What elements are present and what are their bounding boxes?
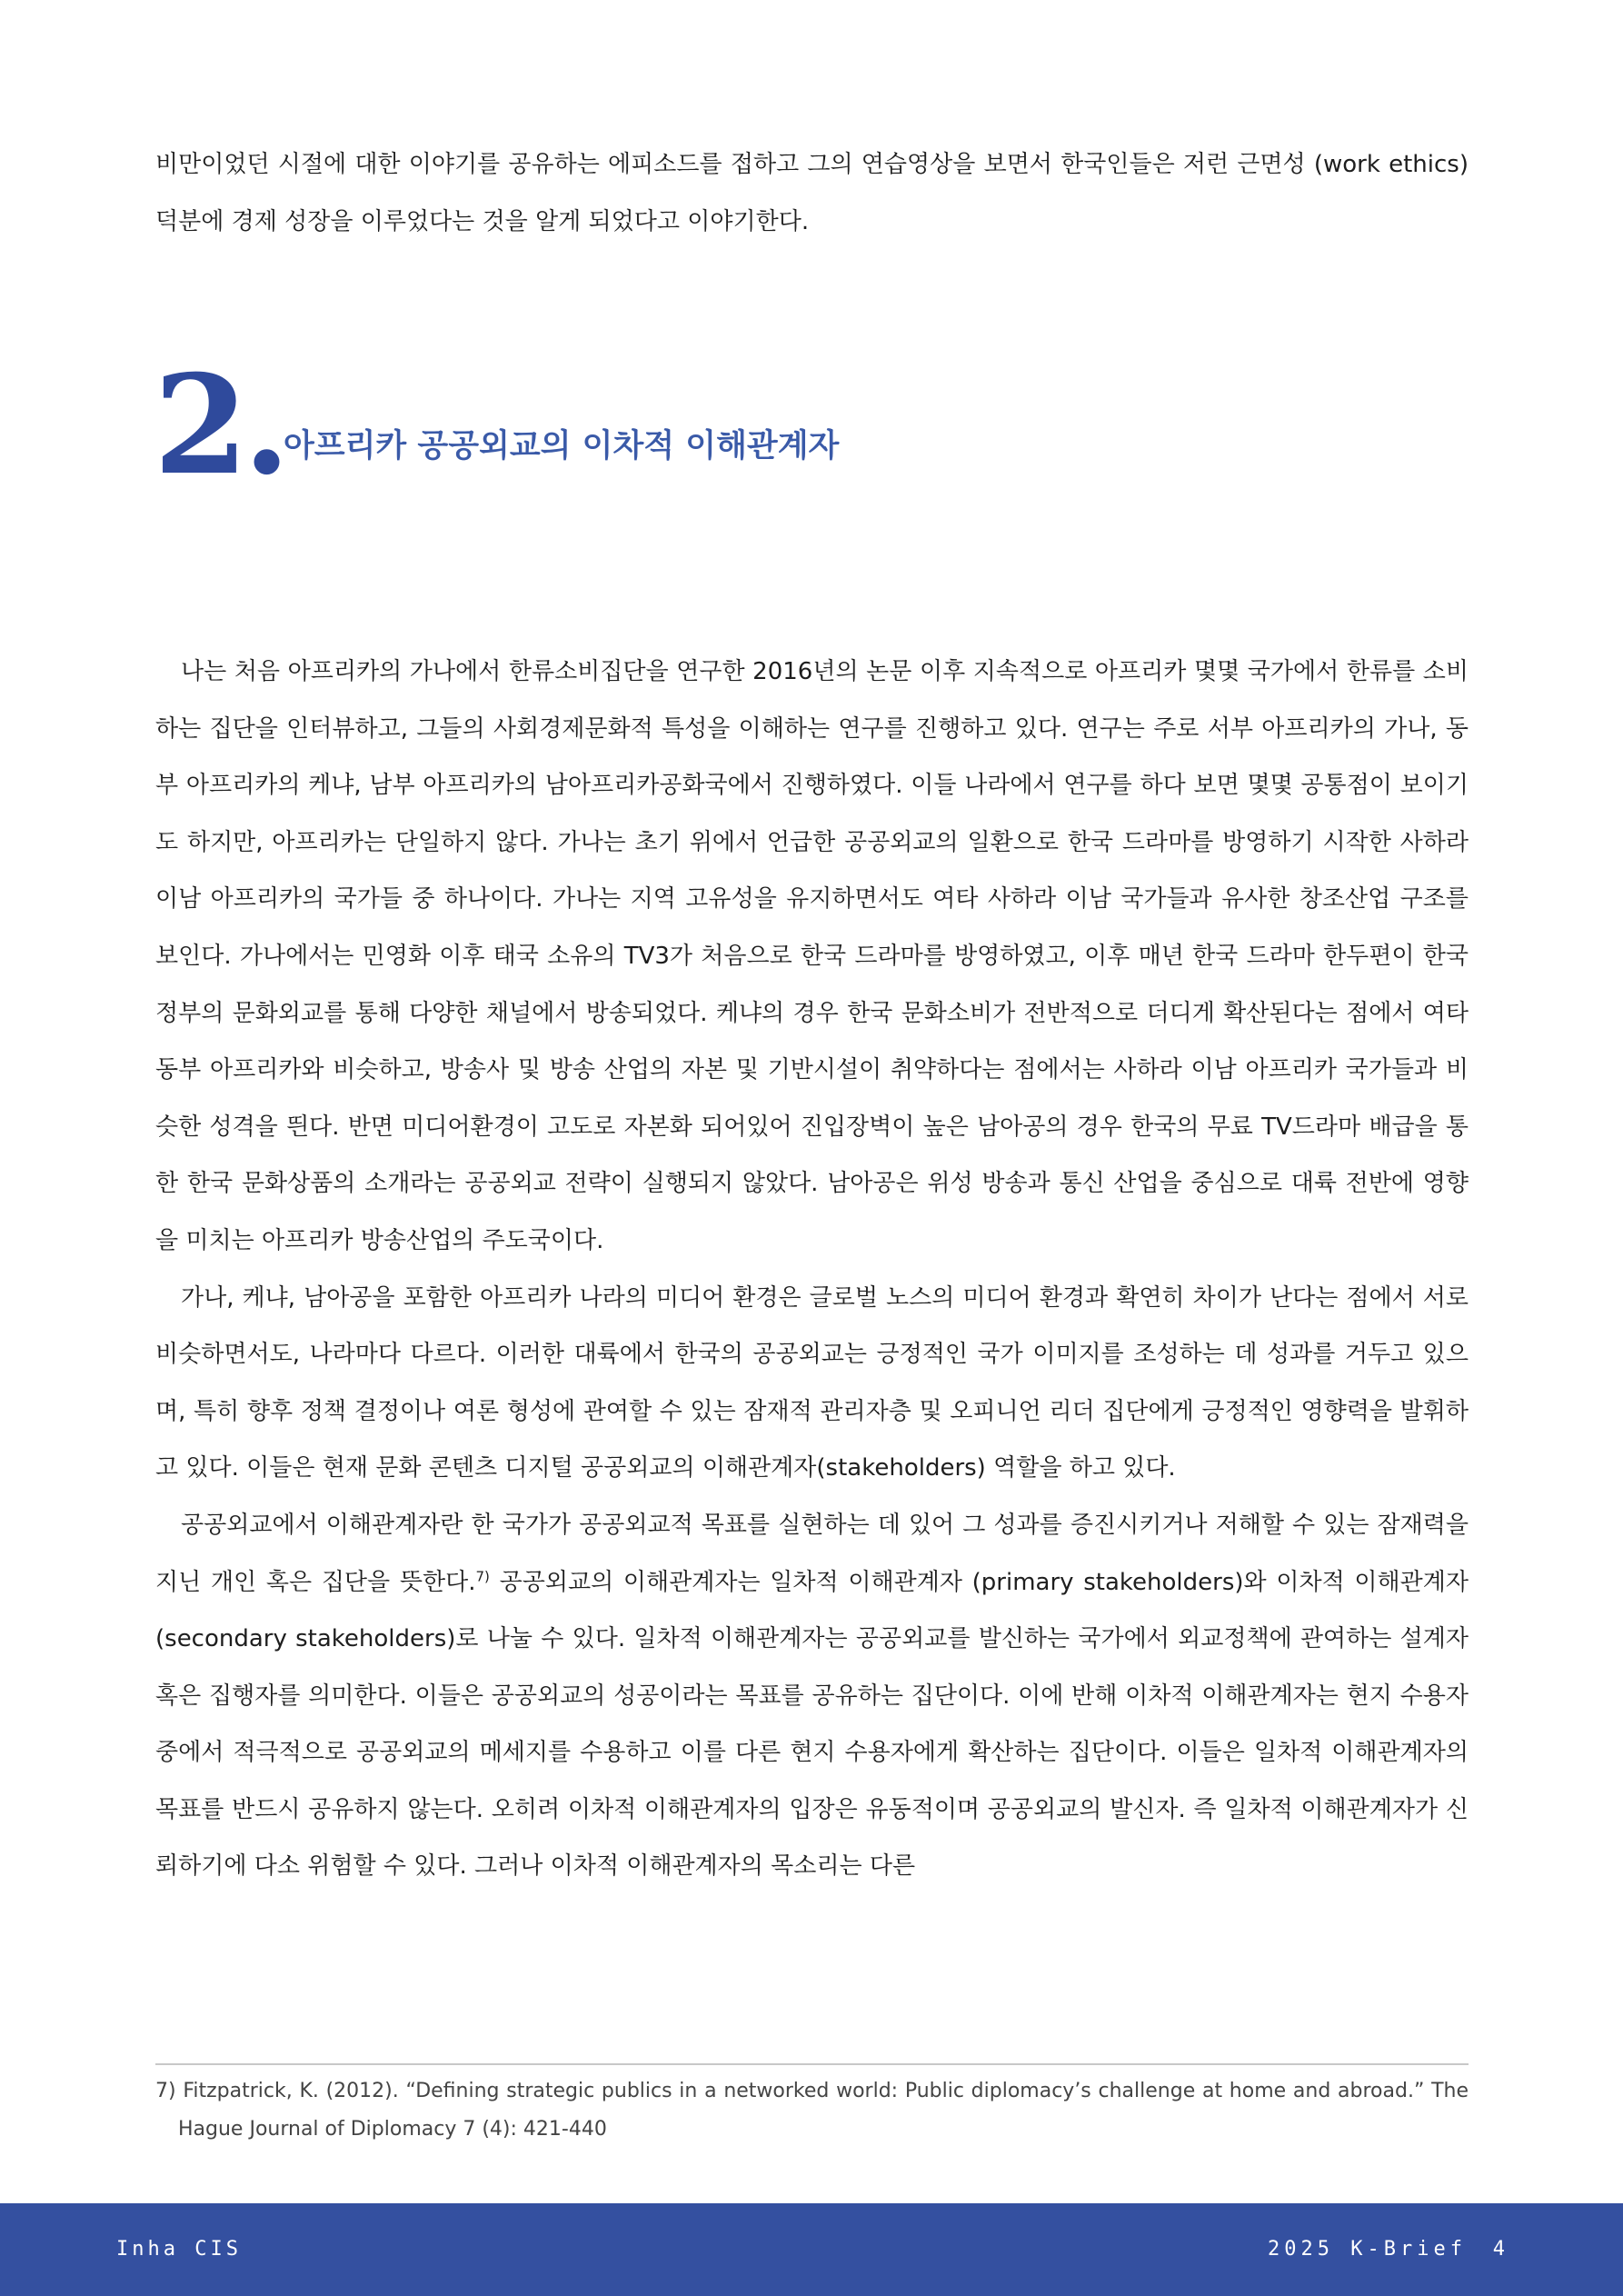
page-number: 4 [1492, 2238, 1505, 2261]
footer-series: 2025 K-Brief [1268, 2238, 1467, 2261]
section-number: 2. [154, 345, 285, 505]
body-paragraph-2: 가나, 케냐, 남아공을 포함한 아프리카 나라의 미디어 환경은 글로벌 노스의 미디어 환경과 확연히 차이가 난다는 점에서 서로 비슷하면서도, 나라마다 다르다. 이러한 대륙에서 한국의 공공외교는 긍정적인 국가 이미지를 조성하는 데 성과를 거두고 있으며, 특히 향후 정책 결정이나 여론 형성에 관여할 수 있는 잠재적 관리자층 및 오피니언 리더 집단에게 긍정적인 영향력을 발휘하고 있다. 이들은 현재 문화 콘텐츠 디지털 공공외교의 이해관계자(stakeholders) 역할을 하고 있다. [155, 1283, 1469, 1482]
footer-publisher: Inha CIS [116, 2238, 242, 2261]
footnote [155, 2072, 1469, 2149]
footnote-divider [155, 2063, 1469, 2065]
footnote-reference[interactable]: 7) [475, 1567, 490, 1584]
body-text [155, 644, 1469, 1895]
intro-paragraph: 비만이었던 시절에 대한 이야기를 공유하는 에피소드를 접하고 그의 연습영상을 보면서 한국인들은 저런 근면성 (work ethics) 덕분에 경제 성장을 이루었다는 것을 알게 되었다고 이야기한다. [155, 151, 1469, 235]
body-paragraph-1: 나는 처음 아프리카의 가나에서 한류소비집단을 연구한 2016년의 논문 이후 지속적으로 아프리카 몇몇 국가에서 한류를 소비하는 집단을 인터뷰하고, 그들의 사회경제문화적 특성을 이해하는 연구를 진행하고 있다. 연구는 주로 서부 아프리카의 가나, 동부 아프리카의 케냐, 남부 아프리카의 남아프리카공화국에서 진행하였다. 이들 나라에서 연구를 하다 보면 몇몇 공통점이 보이기도 하지만, 아프리카는 단일하지 않다. 가나는 초기 위에서 언급한 공공외교의 일환으로 한국 드라마를 방영하기 시작한 사하라 이남 아프리카의 국가들 중 하나이다. 가나는 지역 고유성을 유지하면서도 여타 사하라 이남 국가들과 유사한 창조산업 구조를 보인다. 가나에서는 민영화 이후 태국 소유의 TV3가 처음으로 한국 드라마를 방영하였고, 이후 매년 한국 드라마 한두편이 한국 정부의 문화외교를 통해 다양한 채널에서 방송되었다. 케냐의 경우 한국 문화소비가 전반적으로 더디게 확산된다는 점에서 여타 동부 아프리카와 비슷하고, 방송사 및 방송 산업의 자본 및 기반시설이 취약하다는 점에서는 사하라 이남 아프리카 국가들과 비슷한 성격을 띈다. 반면 미디어환경이 고도로 자본화 되어있어 진입장벽이 높은 남아공의 경우 한국의 무료 TV드라마 배급을 통한 한국 문화상품의 소개라는 공공외교 전략이 실행되지 않았다. 남아공은 위성 방송과 통신 산업을 중심으로 대륙 전반에 영향을 미치는 아프리카 방송산업의 주도국이다. [155, 658, 1469, 1254]
body-paragraph-3-part-1: 공공외교에서 이해관계자란 한 국가가 공공외교적 목표를 실현하는 데 있어 그 성과를 증진시키거나 저해할 수 있는 잠재력을 지닌 개인 혹은 집단을 뜻한다. [155, 1511, 1469, 1596]
page-footer [0, 2203, 1623, 2296]
body-paragraph-3-part-2: 공공외교의 이해관계자는 일차적 이해관계자 (primary stakeholders)와 이차적 이해관계자 (secondary stakeholders)로 나눌 수 있다. 일차적 이해관계자는 공공외교를 발신하는 국가에서 외교정책에 관여하는 설계자 혹은 집행자를 의미한다. 이들은 공공외교의 성공이라는 목표를 공유하는 집단이다. 이에 반해 이차적 이해관계자는 현지 수용자 중에서 적극적으로 공공외교의 메세지를 수용하고 이를 다른 현지 수용자에게 확산하는 집단이다. 이들은 일차적 이해관계자의 목표를 반드시 공유하지 않는다. 오히려 이차적 이해관계자의 입장은 유동적이며 공공외교의 발신자. 즉 일차적 이해관계자가 신뢰하기에 다소 위험할 수 있다. 그러나 이차적 이해관계자의 목소리는 다른 [155, 1568, 1469, 1881]
section-title: 아프리카 공공외교의 이차적 이해관계자 [284, 428, 840, 464]
body-paragraph-3 [155, 1497, 1469, 1895]
footnote-text: 7) Fitzpatrick, K. (2012). “Defining strategic publics in a networked world: Public diplomacy’s challenge at home and abroad.” The Hague Journal of Diplomacy 7 (4): 421-440 [155, 2080, 1469, 2141]
